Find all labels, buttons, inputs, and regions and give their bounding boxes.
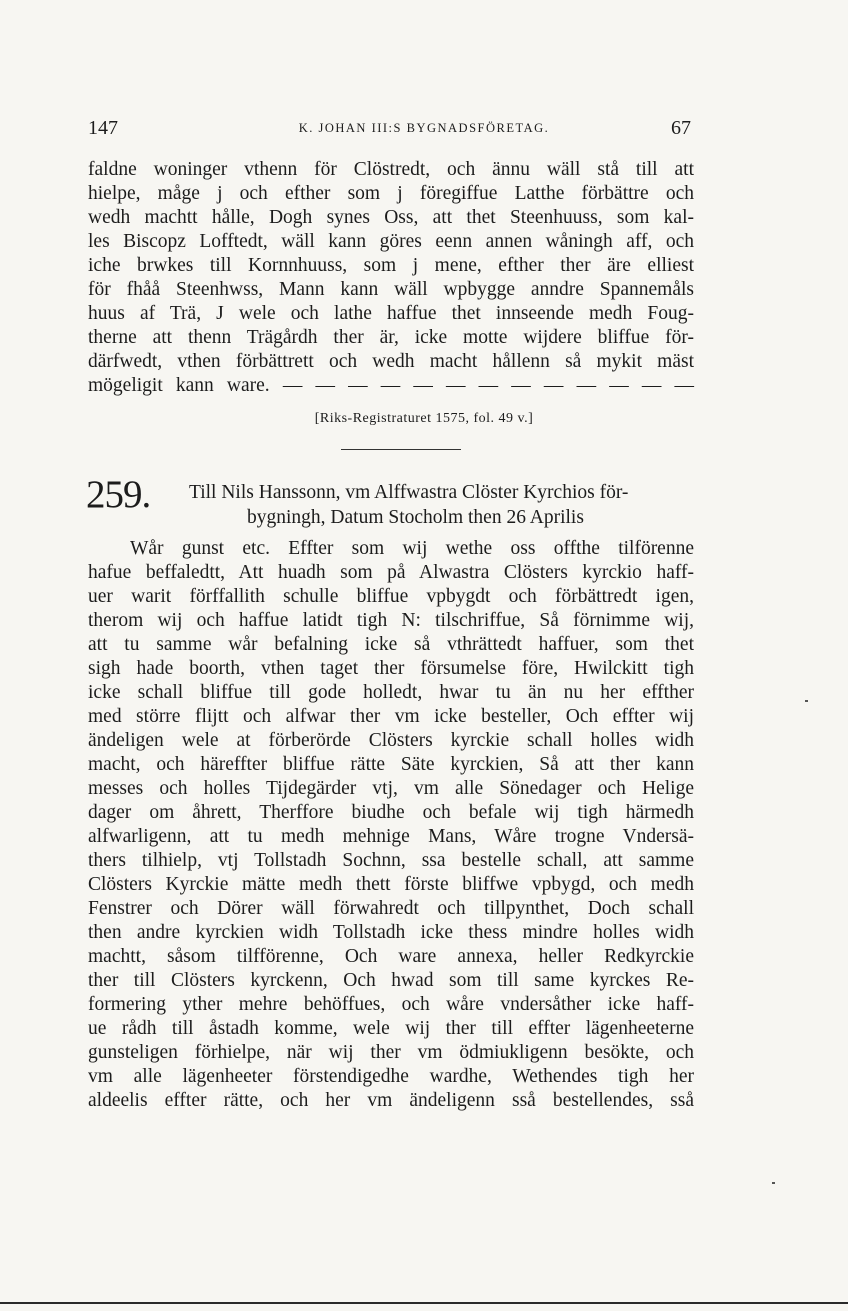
entry-caption-line: Till Nils Hanssonn, vm Alffwastra Clöster Kyrchios för- <box>189 482 629 503</box>
text-line: macht, och häreffter bliffue rätte Säte kyrckien, Så att ther kann <box>88 754 694 775</box>
text-line: gunsteligen förhielpe, när wij ther vm ödmiukligenn besökte, och <box>88 1042 694 1063</box>
text-line: therom wij och haffue latidt tigh N: tilschriffue, Så förnimme wij, <box>88 610 694 631</box>
text-line: therne att thenn Trägårdh ther är, icke motte wijdere bliffue för- <box>88 327 694 348</box>
text-line: att tu samme wår befalning icke så vthrättedt haffuer, som thet <box>88 634 694 655</box>
text-line: dager om åhrett, Therffore biudhe och befale wij tigh härmedh <box>88 802 694 823</box>
text-line: then andre kyrckien widh Tollstadh icke thess mindre holles widh <box>88 922 694 943</box>
header-left-number: 147 <box>88 117 118 139</box>
text-line: ändeligen wele at förberörde Clösters kyrckie schall holles widh <box>88 730 694 751</box>
text-line: ue rådh till åstadh komme, wele wij ther till effter lägenheeterne <box>88 1018 694 1039</box>
text-line: Fenstrer och Dörer wäll förwahredt och tillpynthet, Doch schall <box>88 898 694 919</box>
text-line: huus af Trä, J wele och lathe haffue thet innseende medh Foug- <box>88 303 694 324</box>
scan-speck <box>772 1182 775 1184</box>
section-divider <box>341 449 461 450</box>
text-line: machtt, såsom tilfförenne, Och ware annexa, heller Redkyrckie <box>88 946 694 967</box>
text-line: iche brwkes till Kornnhuuss, som j mene, efther ther äre elliest <box>88 255 694 276</box>
text-line: wedh machtt hålle, Dogh synes Oss, att thet Steenhuuss, som kal- <box>88 207 694 228</box>
text-line: aldeelis effter rätte, och her vm ändeligenn sså bestellendes, sså <box>88 1090 694 1111</box>
text-line: med större flijtt och alfwar ther vm icke besteller, Och effter wij <box>88 706 694 727</box>
text-line: uer warit förffallith schulle bliffue vpbygdt och förbättredt igen, <box>88 586 694 607</box>
text-line: Clösters Kyrckie mätte medh thett förste bliffwe vpbygd, och medh <box>88 874 694 895</box>
text-line: sigh hade boorth, vthen taget ther försumelse före, Hwilckitt tigh <box>88 658 694 679</box>
entry-number: 259. <box>86 473 151 516</box>
scan-bottom-edge <box>0 1302 848 1304</box>
running-title: K. JOHAN III:S BYGNADSFÖRETAG. <box>298 121 550 135</box>
text-line: för fhåå Steenhwss, Mann kann wäll wpbygge anndre Spannemåls <box>88 279 694 300</box>
source-citation: [Riks-Registraturet 1575, fol. 49 v.] <box>314 411 534 426</box>
page-number: 67 <box>671 117 691 139</box>
text-line: ther till Clösters kyrckenn, Och hwad som till same kyrckes Re- <box>88 970 694 991</box>
text-line: hielpe, måge j och efther som j föregiffue Latthe förbättre och <box>88 183 694 204</box>
text-line: alfwarligenn, att tu medh mehnige Mans, Wåre trogne Vndersä- <box>88 826 694 847</box>
text-line: vm alle lägenheeter förstendigedhe wardhe, Wethendes tigh her <box>88 1066 694 1087</box>
text-line: därfwedt, vthen förbättrett och wedh macht hållenn så mykit mäst <box>88 351 694 372</box>
text-line: hafue beffaledtt, Att huadh som på Alwastra Clösters kyrckio haff- <box>88 562 694 583</box>
text-line: thers tilhielp, vtj Tollstadh Sochnn, ssa bestelle schall, att samme <box>88 850 694 871</box>
text-line: messes och holles Tijdegärder vtj, vm alle Sönedager och Helige <box>88 778 694 799</box>
text-line: les Biscopz Lofftedt, wäll kann göres eenn annen wåningh aff, och <box>88 231 694 252</box>
text-line: mögeligit kann ware. — — — — — — — — — — — — — <box>88 375 694 396</box>
text-line: icke schall bliffue till gode holledt, hwar tu än nu her effther <box>88 682 694 703</box>
text-line: Wår gunst etc. Effter som wij wethe oss offthe tilförenne <box>130 538 694 559</box>
scan-speck <box>805 700 808 702</box>
entry-caption-line: bygningh, Datum Stocholm then 26 Aprilis <box>247 507 584 528</box>
text-line: formering yther mehre behöffues, och wåre vndersåther icke haff- <box>88 994 694 1015</box>
text-line: faldne woninger vthenn för Clöstredt, och ännu wäll stå till att <box>88 159 694 180</box>
